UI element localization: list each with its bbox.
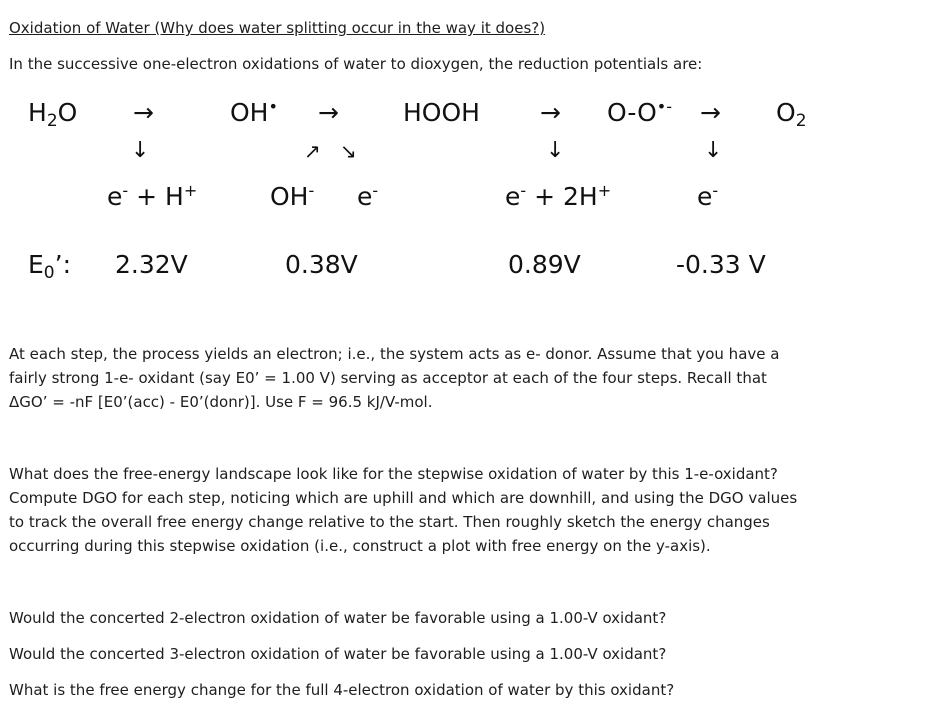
right-arrow-icon: → [133,98,154,127]
question-three-electron: Would the concerted 3-electron oxidation of water be favorable using a 1.00-V oxidant? [9,645,667,663]
species-superoxide: O-O•- [607,97,672,127]
species-hydrogen-peroxide: HOOH [403,98,480,127]
right-arrow-icon: → [700,98,721,127]
down-right-arrow-icon: ↘ [340,139,357,163]
question-two-electron: Would the concerted 2-electron oxidation of water be favorable using a 1.00-V oxidant? [9,609,667,627]
byproduct-step4: e- [697,181,719,211]
byproduct-step2-hydroxide: OH- [270,181,315,211]
down-arrow-icon: ↓ [704,138,723,163]
potential-step2: 0.38V [285,250,358,279]
intro-text: In the successive one-electron oxidations of water to dioxygen, the reduction potentials are: [9,55,703,73]
potential-label: $E_0$’: [28,250,71,284]
species-water: $H_2O$ [28,98,78,132]
paragraph-free-energy-task: What does the free-energy landscape look like for the stepwise oxidation of water by this 1-e-oxidant? Compute DGO for each step, noticing which are uphill and which are downhill, and using the DGO values to track the overall free energy change relative to the start. Then roughly sketch the energy changes occurring during this stepwise oxidation (i.e., construct a plot with free energy on the y-axis). [9,465,798,555]
potential-step4: -0.33 V [676,250,766,279]
down-arrow-icon: ↓ [131,138,150,163]
right-arrow-icon: → [318,98,339,127]
species-hydroxyl-radical: OH• [230,97,278,127]
potential-step1: 2.32V [115,250,188,279]
up-left-arrow-icon: ↗ [304,139,321,163]
question-four-electron: What is the free energy change for the full 4-electron oxidation of water by this oxidant? [9,681,675,699]
paragraph-assumptions: At each step, the process yields an electron; i.e., the system acts as e- donor. Assume that you have a fairly strong 1-e- oxidant (say E0’ = 1.00 V) serving as acceptor at each of the four steps. Recall that ΔGO’ = -nF [E0’(acc) - E0’(donr)]. Use F = 96.5 kJ/V-mol. [9,345,780,411]
byproduct-step3: e- + 2H+ [505,181,612,211]
potential-step3: 0.89V [508,250,581,279]
page-title[interactable]: Oxidation of Water (Why does water splitting occur in the way it does?) [9,19,546,37]
down-arrow-icon: ↓ [546,138,565,163]
right-arrow-icon: → [540,98,561,127]
byproduct-step2-electron: e- [357,181,379,211]
byproduct-step1: e- + H+ [107,181,198,211]
species-dioxygen: $O_2$ [776,98,807,132]
